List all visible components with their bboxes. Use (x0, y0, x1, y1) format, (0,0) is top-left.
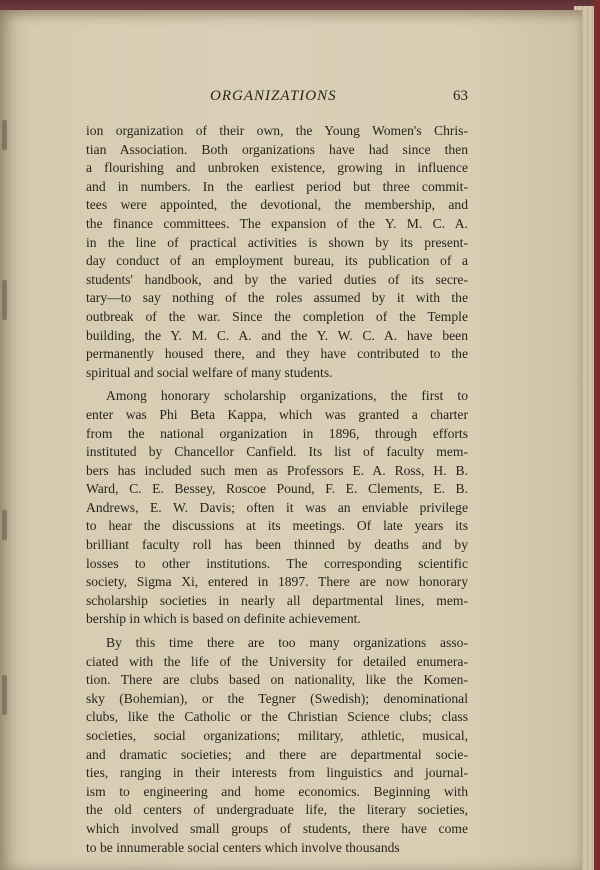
margin-mark (2, 510, 7, 540)
cover-edge (594, 0, 600, 870)
margin-mark (2, 120, 7, 150)
text-line: in the line of practical activities is shown by its present- (86, 234, 468, 250)
text-line: brilliant faculty roll has been thinned by deaths and by (86, 537, 468, 553)
text-line: students' handbook, and by the varied duties of its secre- (86, 271, 468, 287)
text-line: bership in which is based on definite achievement. (86, 611, 361, 627)
text-line: the finance committees. The expansion of the Y. M. C. A. (86, 215, 468, 231)
text-line: spiritual and social welfare of many students. (86, 364, 333, 380)
text-line: from the national organization in 1896, through efforts (86, 425, 468, 441)
text-line: losses to other institutions. The corresponding scientific (86, 555, 468, 571)
text-line: permanently housed there, and they have contributed to the (86, 346, 468, 362)
page-header (86, 88, 468, 110)
margin-mark (2, 675, 7, 715)
page-number: 63 (453, 88, 468, 104)
text-line: ties, ranging in their interests from linguistics and journal- (86, 765, 468, 781)
text-line: society, Sigma Xi, entered in 1897. There are now honorary (86, 574, 468, 590)
text-line: Ward, C. E. Bessey, Roscoe Pound, F. E. Clements, E. B. (86, 481, 468, 497)
text-line: tian Association. Both organizations have had since then (86, 141, 468, 157)
text-line: which involved small groups of students, there have come (86, 820, 468, 836)
text-line: tion. There are clubs based on nationality, like the Komen- (86, 672, 468, 688)
text-line: By this time there are too many organizations asso- (106, 635, 468, 651)
text-line: outbreak of the war. Since the completion of the Temple (86, 308, 468, 324)
body-text (86, 122, 468, 857)
text-line: a flourishing and unbroken existence, growing in influence (86, 160, 468, 176)
paragraph (86, 634, 468, 857)
text-line: clubs, like the Catholic or the Christian Science clubs; class (86, 709, 468, 725)
text-line: Among honorary scholarship organizations, the first to (106, 388, 468, 404)
paragraph (86, 387, 468, 629)
text-line: bers has included such men as Professors E. A. Ross, H. B. (86, 462, 468, 478)
text-line: to hear the discussions at its meetings. Of late years its (86, 518, 468, 534)
text-line: and dramatic societies; and there are departmental socie- (86, 746, 468, 762)
text-line: societies, social organizations; military, athletic, musical, (86, 728, 468, 743)
text-line: ciated with the life of the University for detailed enumera- (86, 653, 468, 669)
text-line: building, the Y. M. C. A. and the Y. W. C. A. have been (86, 327, 468, 343)
text-line: tary—to say nothing of the roles assumed by it with the (86, 290, 468, 306)
text-line: to be innumerable social centers which involve thousands (86, 839, 400, 855)
margin-mark (2, 280, 7, 320)
text-line: enter was Phi Beta Kappa, which was granted a charter (86, 406, 468, 422)
text-line: Andrews, E. W. Davis; often it was an enviable privilege (86, 499, 468, 515)
running-head: ORGANIZATIONS (210, 88, 337, 104)
text-line: day conduct of an employment bureau, its publication of a (86, 253, 468, 269)
text-line: ism to engineering and home economics. Beginning with (86, 783, 468, 799)
text-line: the old centers of undergraduate life, the literary societies, (86, 802, 468, 818)
text-line: instituted by Chancellor Canfield. Its list of faculty mem- (86, 444, 468, 460)
text-line: tees were appointed, the devotional, the membership, and (86, 197, 468, 213)
text-line: ion organization of their own, the Young Women's Chris- (86, 123, 468, 138)
paragraph (86, 122, 468, 382)
text-line: and in numbers. In the earliest period but three commit- (86, 178, 468, 194)
text-line: scholarship societies in nearly all departmental lines, mem- (86, 592, 468, 608)
text-line: sky (Bohemian), or the Tegner (Swedish); denominational (86, 690, 468, 706)
